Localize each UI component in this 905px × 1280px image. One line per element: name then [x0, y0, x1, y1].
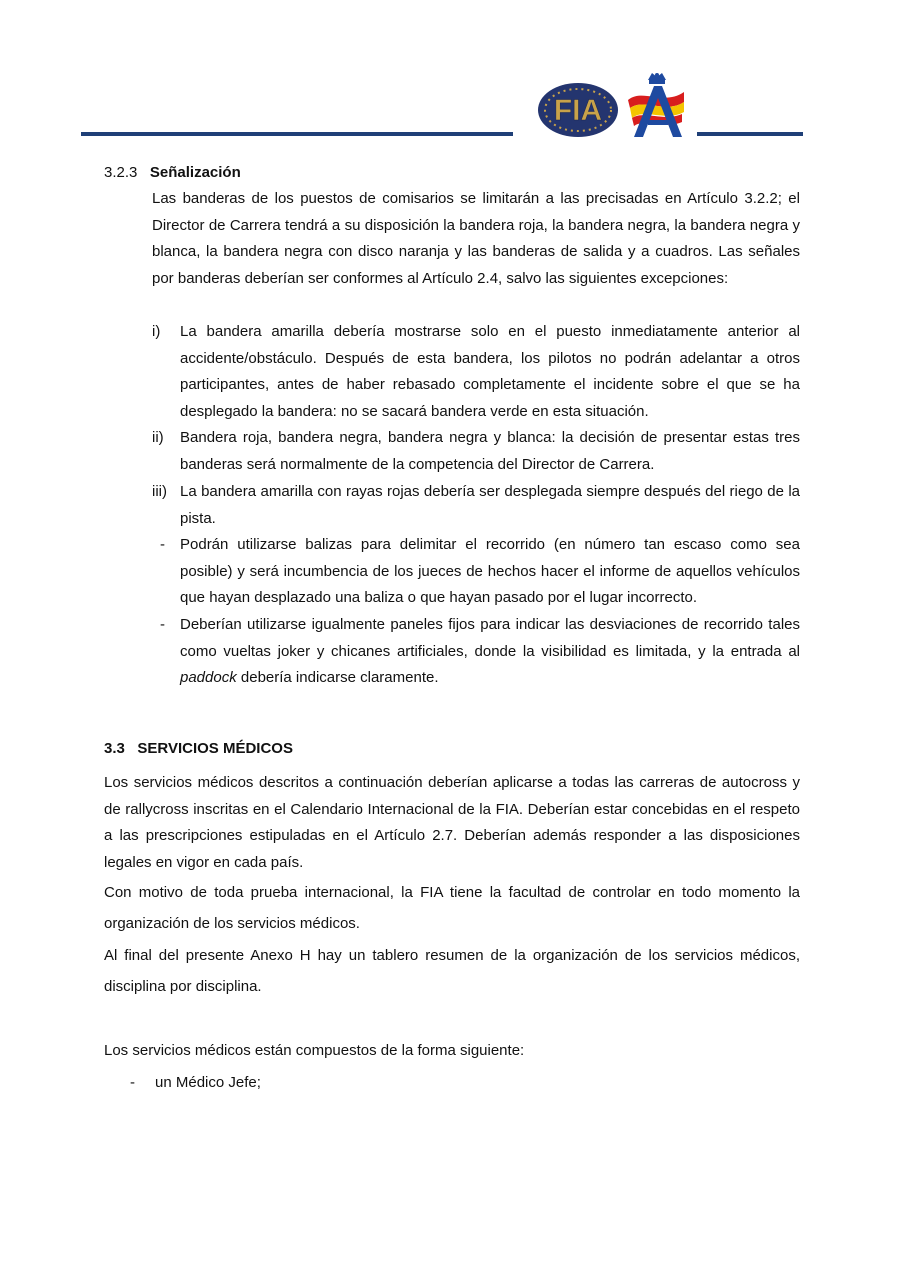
list-item-label: ii): [152, 429, 164, 446]
list-item-text: La bandera amarilla con rayas rojas debería ser desplegada siempre después del riego de la pista.: [180, 483, 800, 527]
paragraph-fia-control: Con motivo de toda prueba internacional, la FIA tiene la facultad de controlar en todo momento la organización de los servicios médicos.: [104, 884, 800, 932]
bullet-text-after: debería indicarse claramente.: [236, 669, 439, 687]
section-number: 3.3: [104, 740, 125, 757]
bullet-label: -: [130, 1074, 135, 1091]
bullet-text: un Médico Jefe;: [155, 1074, 261, 1091]
header-rule-right: [697, 132, 803, 136]
bullet-text: Podrán utilizarse balizas para delimitar el recorrido (en número tan escaso como sea posible) y será incumbencia de los jueces de hechos hacer el informe de aquellos vehículos que hayan desplazado una baliza o que hayan pasado por el lugar incorrecto.: [180, 536, 800, 607]
fia-logo: [537, 82, 619, 138]
section-number: 3.2.3: [104, 164, 138, 181]
paragraph-summary-table: Al final del presente Anexo H hay un tablero resumen de la organización de los servicios médicos, disciplina por disciplina.: [104, 947, 800, 995]
section-title: SERVICIOS MÉDICOS: [137, 740, 293, 757]
bullet-text-italic: paddock: [180, 669, 237, 687]
section-heading-3-3: [104, 739, 293, 759]
list-item-label: i): [152, 323, 161, 340]
list-item-text: La bandera amarilla debería mostrarse solo en el puesto inmediatamente anterior al accidente/obstáculo. Después de esta bandera, los pilotos no podrán adelantar a otros participantes, antes de haber rebasado completamente el incidente sobre el que se ha desplegado la bandera: no se sacará bandera verde en esta situación.: [180, 323, 800, 420]
section-heading-3-2-3: [104, 163, 241, 183]
bullet-text-before: Deberían utilizarse igualmente paneles fijos para indicar las desviaciones de recorrido tales como vueltas joker y chicanes artificiales, donde la visibilidad es limitada, y la entrada al: [180, 616, 800, 660]
bullet-label: -: [160, 616, 165, 633]
section-intro-paragraph: Las banderas de los puestos de comisarios se limitarán a las precisadas en Artículo 3.2.2; el Director de Carrera tendrá a su disposición la bandera roja, la bandera negra, la bandera negra y blanca, la bandera negra con disco naranja y las banderas de salida y a cuadros. Las señales por banderas deberían ser conformes al Artículo 2.4, salvo las siguientes excepciones:: [152, 190, 800, 287]
list-item-label: iii): [152, 483, 167, 500]
rfeda-logo: [624, 70, 690, 138]
paragraph-composition: Los servicios médicos están compuestos de la forma siguiente:: [104, 1042, 525, 1059]
list-item-text: Bandera roja, bandera negra, bandera negra y blanca: la decisión de presentar estas tres banderas será normalmente de la competencia del Director de Carrera.: [180, 429, 800, 473]
svg-text:FIA: FIA: [553, 94, 603, 127]
header-rule-left: [81, 132, 513, 136]
paragraph-medical-services: Los servicios médicos descritos a continuación deberían aplicarse a todas las carreras de autocross y de rallycross inscritas en el Calendario Internacional de la FIA. Deberían estar concebidas en el respeto a las prescripciones estipuladas en el Artículo 2.7. Deberían además responder a las disposiciones legales en vigor en cada país.: [104, 774, 800, 871]
bullet-text: [180, 612, 800, 692]
bullet-label: -: [160, 536, 165, 553]
section-title: Señalización: [149, 164, 241, 181]
